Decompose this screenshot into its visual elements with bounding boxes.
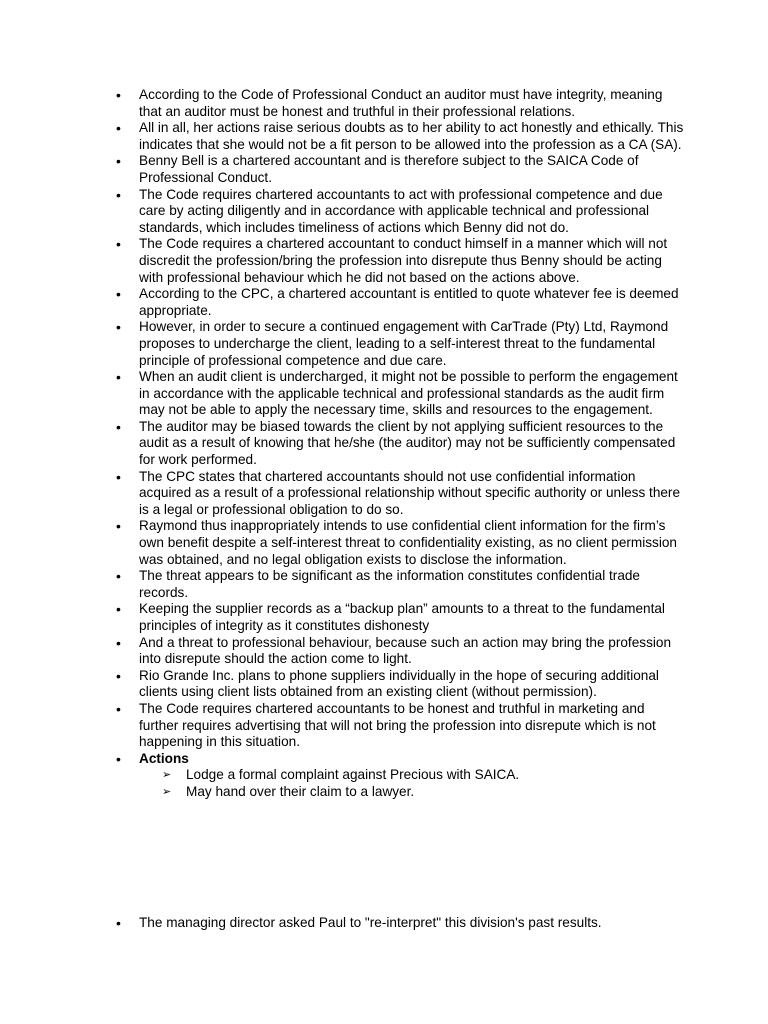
arrow-bullet-icon: ➢ [162,769,172,782]
list-item: • The managing director asked Paul to "re-interpret" this division's past results. [139,915,687,932]
list-item: • The auditor may be biased towards the client by not applying sufficient resources to the audit as a result of knowing that he/she (the auditor) may not be sufficiently compensated for work performed. [139,419,687,469]
list-item: • According to the Code of Professional Conduct an auditor must have integrity, meaning that an auditor must be honest and truthful in their professional relations. [139,87,687,120]
actions-text: May hand over their claim to a lawyer. [186,783,415,799]
list-item: • Keeping the supplier records as a “backup plan” amounts to a threat to the fundamental principles of integrity as it constitutes dishonesty [139,601,687,634]
list-item: • However, in order to secure a continued engagement with CarTrade (Pty) Ltd, Raymond proposes to undercharge the client, leading to a self-interest threat to the fundamental principle of professional competence and due care. [139,319,687,369]
list-item: • The Code requires chartered accountants to be honest and truthful in marketing and further requires advertising that will not bring the profession into disrepute which is not happening in this situation. [139,701,687,751]
actions-sublist-item [139,784,687,801]
list-item: • The CPC states that chartered accountants should not use confidential information acquired as a result of a professional relationship without specific authority or unless there is a legal or professional obligation to do so. [139,469,687,519]
arrow-bullet-icon: ➢ [162,785,172,798]
list-item: • And a threat to professional behaviour, because such an action may bring the profession into disrepute should the action come to light. [139,635,687,668]
actions-item [139,751,687,801]
actions-sublist-item [139,767,687,784]
actions-text: Lodge a formal complaint against Precious with SAICA. [186,767,520,783]
list-item: • All in all, her actions raise serious doubts as to her ability to act honestly and ethically. This indicates that she would not be a fit person to be allowed into the profession as a CA (SA). [139,120,687,153]
list-item: • According to the CPC, a chartered accountant is entitled to quote whatever fee is deemed appropriate. [139,286,687,319]
list-item: • When an audit client is undercharged, it might not be possible to perform the engagement in accordance with the applicable technical and professional standards as the audit firm may not be able to apply the necessary time, skills and resources to the engagement. [139,369,687,419]
list-item: • Raymond thus inappropriately intends to use confidential client information for the firm’s own benefit despite a self-interest threat to confidentiality existing, as no client permission was obtained, and no legal obligation exists to disclose the information. [139,518,687,568]
list-item: • The threat appears to be significant as the information constitutes confidential trade records. [139,568,687,601]
actions-sublist [139,767,687,800]
trailing-bullet-list [139,915,687,932]
actions-heading: Actions [139,750,189,766]
list-item: • Benny Bell is a chartered accountant and is therefore subject to the SAICA Code of Professional Conduct. [139,153,687,186]
list-item: • The Code requires a chartered accountant to conduct himself in a manner which will not discredit the profession/bring the profession into disrepute thus Benny should be acting with professional behaviour which he did not based on the actions above. [139,236,687,286]
list-item: • Rio Grande Inc. plans to phone suppliers individually in the hope of securing additional clients using client lists obtained from an existing client (without permission). [139,668,687,701]
list-item: • The Code requires chartered accountants to act with professional competence and due care by acting diligently and in accordance with applicable technical and professional standards, which includes timeliness of actions which Benny did not do. [139,187,687,237]
bullet-list [139,87,687,801]
